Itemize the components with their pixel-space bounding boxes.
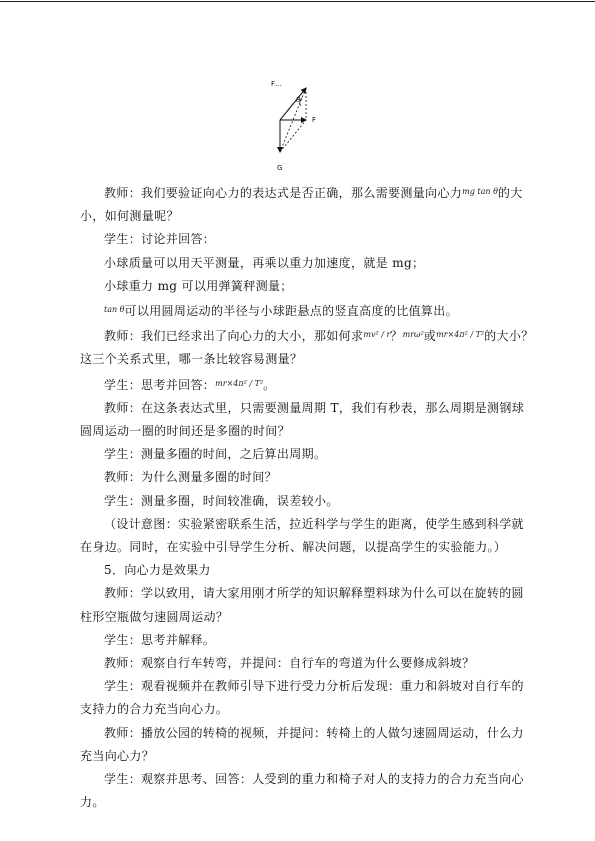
paragraph-student-2 — [80, 372, 536, 397]
para7-text-a: 学生：思考并回答： — [104, 377, 216, 392]
document-body — [80, 180, 536, 814]
tension-label: F… — [271, 80, 283, 88]
force-diagram — [262, 76, 332, 176]
para1-text-a: 教师：我们要验证向心力的表达式是否正确，那么需要测量向心力 — [104, 186, 463, 200]
paragraph-student-7: 学生：观察并思考、回答：人受到的重力和椅子对人的支持力的合力充当向心力。 — [80, 772, 524, 810]
tension-vector — [280, 88, 306, 120]
paragraph-teacher-4: 教师：为什么测量多圈的时间？ — [104, 470, 277, 485]
paragraph-teacher-6: 教师：观察自行车转弯，并提问：自行车的弯道为什么要修成斜坡？ — [104, 656, 475, 671]
para7-text-b: 。 — [263, 377, 276, 392]
paragraph-mass-measure: 小球质量可以用天平测量，再乘以重力加速度，就是 mg； — [104, 255, 425, 270]
net-force-label: F — [312, 116, 317, 124]
para6-text-d: 的大小？这三个关系式里，哪一条比较容易测量？ — [80, 329, 534, 367]
paragraph-tan-theta — [80, 298, 536, 323]
paragraph-student-6: 学生：观看视频并在教师引导下进行受力分析后发现：重力和斜坡对自行车的支持力的合力充当向心力。 — [80, 679, 524, 717]
para5-text: 可以用圆周运动的半径与小球距悬点的竖直高度的比值算出。 — [124, 304, 458, 319]
paragraph-teacher-5: 教师：学以致用，请大家用刚才所学的知识解释塑料球为什么可以在旋转的圆柱形空瓶做匀速圆周运动？ — [80, 586, 524, 624]
paragraph-student-1: 学生：讨论并回答： — [104, 232, 216, 247]
page-top-rule — [0, 1, 595, 2]
section-heading-5: 5．向心力是效果力 — [104, 563, 211, 578]
paragraph-student-5: 学生：思考并解释。 — [104, 632, 216, 647]
paragraph-design-intent: （设计意图：实验紧密联系生活，拉近科学与学生的距离，使学生感到科学就在身边。同时，在实验中引导学生分析、解决问题，以提高学生的实验能力。） — [80, 516, 524, 555]
formula-mr-4pi2-t2: mr×4π² / T² — [436, 330, 485, 340]
paragraph-student-4: 学生：测量多圈，时间较准确，误差较小。 — [104, 493, 339, 508]
formula-mr-omega2: mrω² — [402, 330, 424, 340]
formula-answer: mr×4π² / T² — [215, 378, 264, 388]
para6-text-b: ？ — [390, 329, 403, 344]
formula-tan-theta: tan θ — [104, 305, 125, 315]
para6-text-c: 或 — [423, 329, 437, 344]
dashed-from-gravity — [280, 120, 306, 152]
paragraph-teacher-2 — [80, 323, 536, 371]
para1-text-b: 的大小，如何测量呢？ — [80, 186, 523, 224]
para6-text-a: 教师：我们已经求出了向心力的大小，那如何求 — [104, 329, 364, 344]
paragraph-teacher-1 — [80, 180, 536, 228]
angle-label: θ — [296, 96, 301, 104]
paragraph-student-3: 学生：测量多圈的时间，之后算出周期。 — [104, 447, 327, 462]
gravity-label: G — [277, 164, 283, 172]
paragraph-teacher-7: 教师：播放公园的转椅的视频，并提问：转椅上的人做匀速圆周运动，什么力充当向心力？ — [80, 725, 524, 763]
force-vectors-svg — [262, 76, 332, 176]
formula-mg-tan-theta: mg tan θ — [462, 187, 498, 196]
formula-mv2-r: mv² / r — [363, 330, 391, 340]
paragraph-teacher-3: 教师：在这条表达式里，只需要测量周期 T，我们有秒表，那么周期是测钢球圆周运动一圈的时间还是多圈的时间？ — [80, 400, 525, 439]
paragraph-gravity-measure: 小球重力 mg 可以用弹簧秤测量； — [104, 278, 293, 293]
